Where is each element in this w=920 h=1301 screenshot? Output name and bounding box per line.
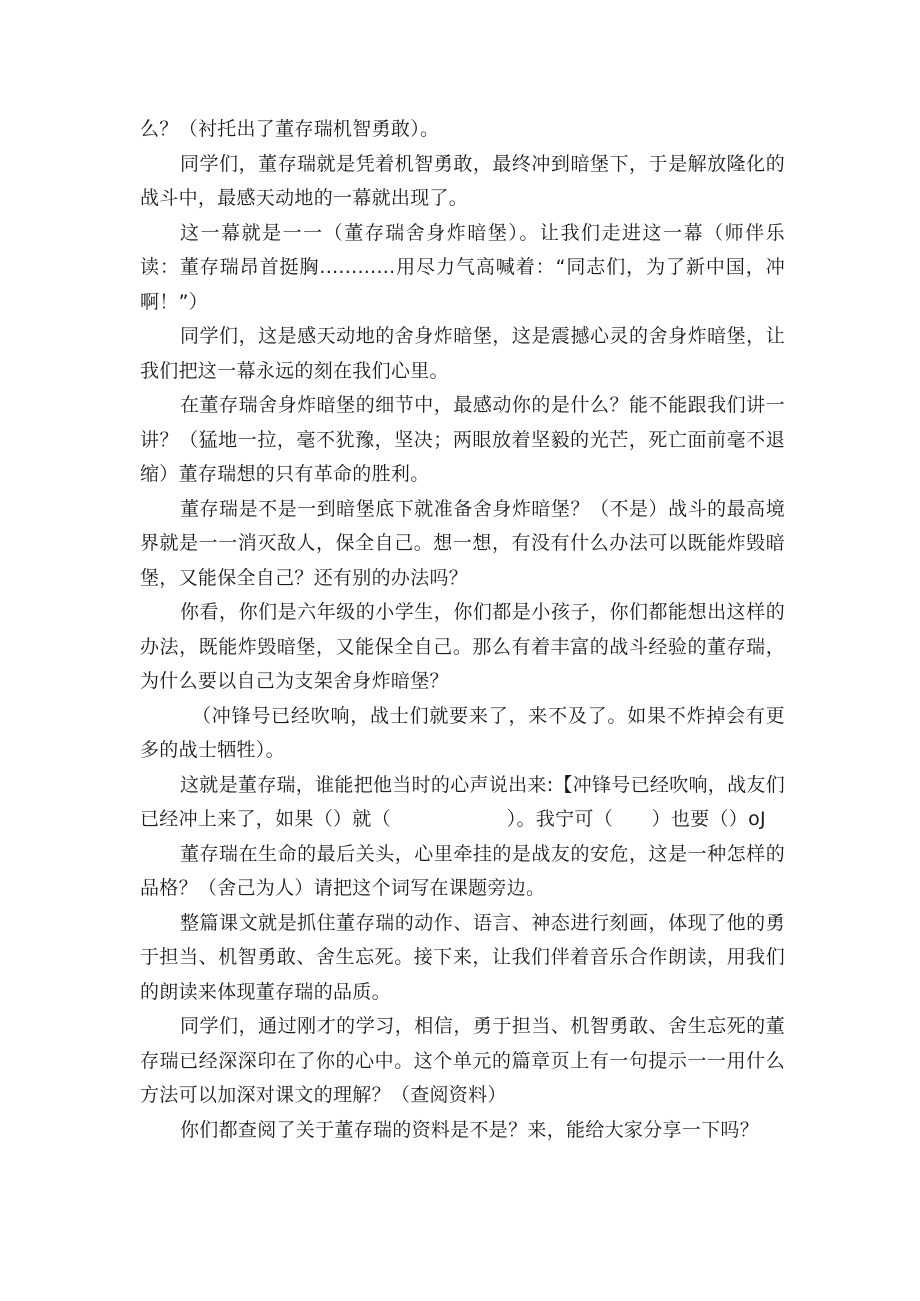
document-body [140, 112, 785, 1147]
paragraph: 你们都查阅了关于董存瑞的资料是不是？来，能给大家分享一下吗？ [180, 1118, 760, 1141]
paragraph: 董存瑞在生命的最后关头，心里牵挂的是战友的安危，这是一种怎样的品格？（舍己为人）请把这个词写在课题旁边。 [140, 842, 785, 899]
paragraph: 这一幕就是一一（董存瑞舍身炸暗堡）。让我们走进这一幕（师伴乐读：董存瑞昂首挺胸............用尽力气高喊着：“同志们，为了新中国，冲啊！”） [140, 221, 785, 313]
paragraph: 么？（衬托出了董存瑞机智勇敢）。 [140, 118, 440, 140]
paragraph: 你看，你们是六年级的小学生，你们都是小孩子，你们都能想出这样的办法，既能炸毁暗堡，又能保全自己。那么有着丰富的战斗经验的董存瑞，为什么要以自己为支架舍身炸暗堡？ [140, 601, 785, 692]
paragraph: 这就是董存瑞，谁能把他当时的心声说出来:【冲锋号已经吹响，战友们已经冲上来了，如果（）就（ ）。我宁可（ ）也要（）oJ [140, 773, 786, 830]
paragraph: （冲锋号已经吹响，战士们就要来了，来不及了。如果不炸掉会有更多的战士牺牲）。 [140, 704, 785, 761]
paragraph: 董存瑞是不是一到暗堡底下就准备舍身炸暗堡？（不是）战斗的最高境界就是一一消灭敌人，保全自己。想一想，有没有什么办法可以既能炸毁暗堡，又能保全自己？还有别的办法吗？ [140, 497, 785, 589]
paragraph: 同学们，这是感天动地的舍身炸暗堡，这是震撼心灵的舍身炸暗堡，让我们把这一幕永远的刻在我们心里。 [140, 325, 785, 382]
paragraph: 整篇课文就是抓住董存瑞的动作、语言、神态进行刻画，体现了他的勇于担当、机智勇敢、舍生忘死。接下来，让我们伴着音乐合作朗读，用我们的朗读来体现董存瑞的品质。 [140, 911, 785, 1003]
paragraph: 同学们，通过刚才的学习，相信，勇于担当、机智勇敢、舍生忘死的董存瑞已经深深印在了你的心中。这个单元的篇章页上有一句提示一一用什么方法可以加深对课文的理解？（查阅资料） [140, 1015, 785, 1106]
paragraph: 同学们，董存瑞就是凭着机智勇敢，最终冲到暗堡下，于是解放隆化的战斗中，最感天动地的一幕就出现了。 [140, 152, 785, 209]
paragraph: 在董存瑞舍身炸暗堡的细节中，最感动你的是什么？能不能跟我们讲一讲？（猛地一拉，毫不犹豫，坚决；两眼放着坚毅的光芒，死亡面前毫不退缩）董存瑞想的只有革命的胜利。 [140, 394, 785, 485]
